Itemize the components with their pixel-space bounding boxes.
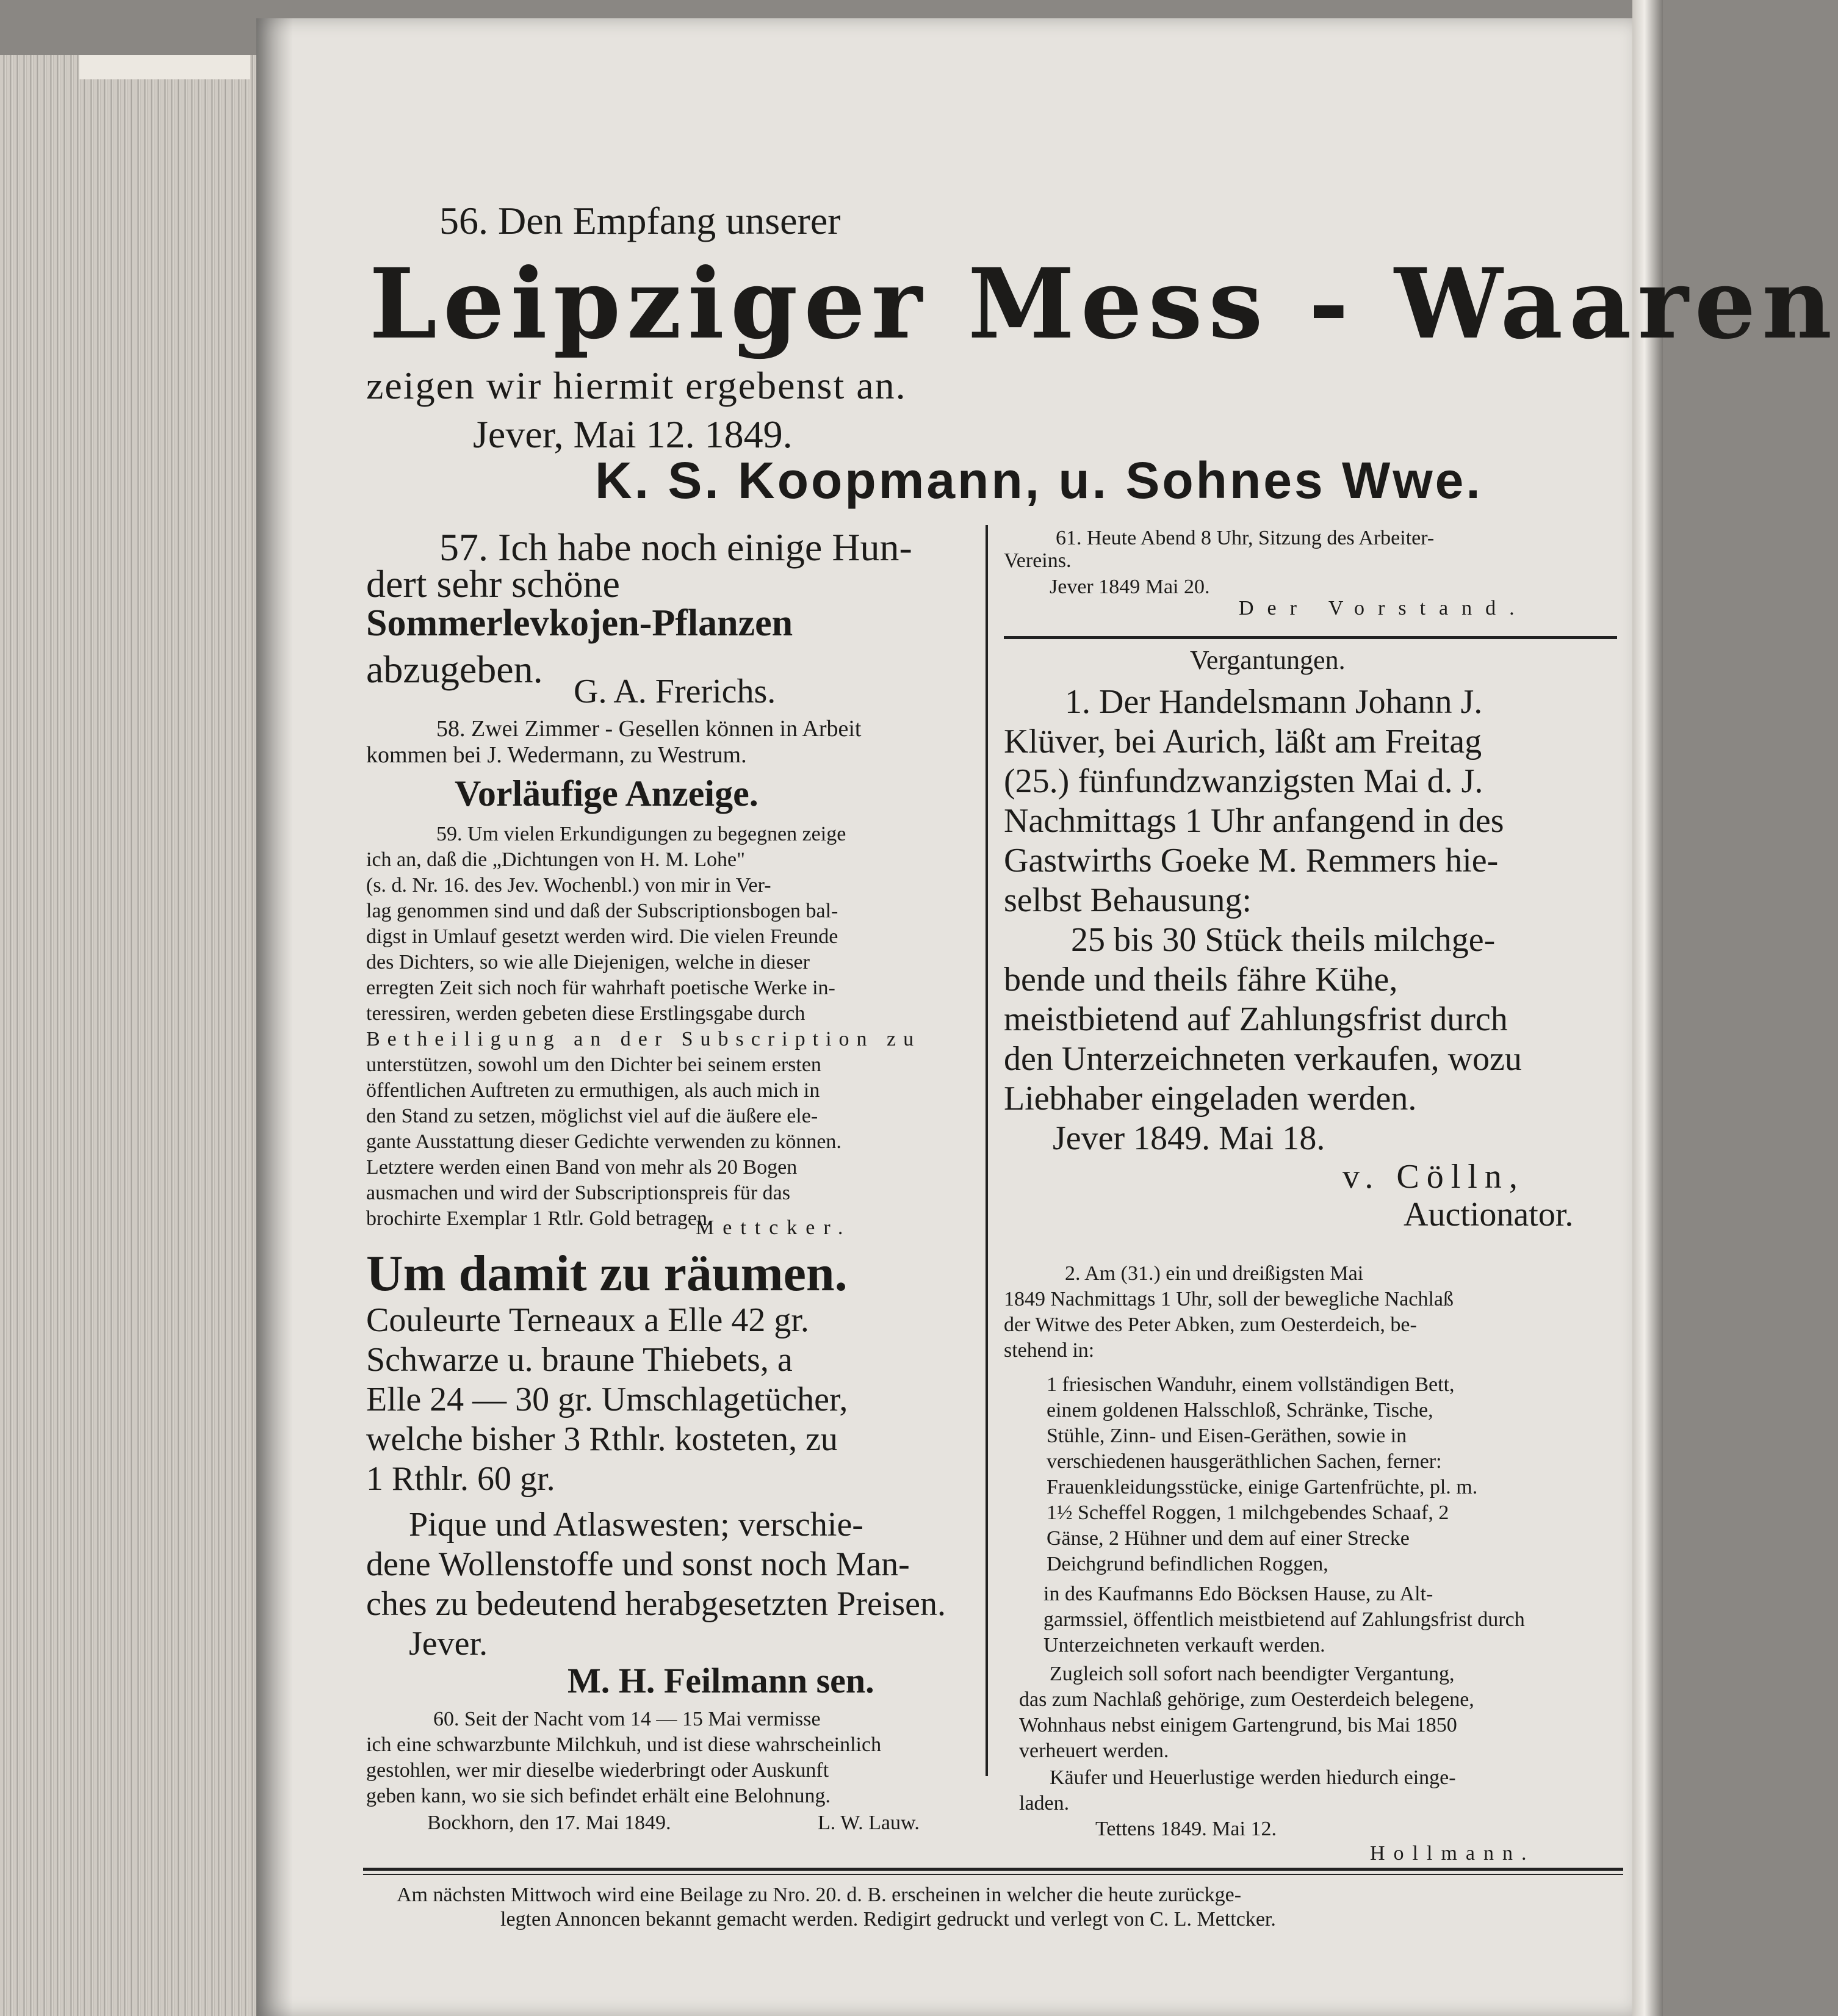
ad2-line: Zugleich soll sofort nach beendigter Vergantung, [1050, 1663, 1455, 1685]
ad59-headline: Vorläufige Anzeige. [455, 773, 759, 814]
vergantungen-title: Auctionator. [1404, 1196, 1574, 1234]
ad-raeumen-line: dene Wollenstoffe und sonst noch Man- [366, 1545, 910, 1583]
ad56-headline: Leipziger Mess - Waaren [369, 248, 1838, 361]
footer-line1: Am nächsten Mittwoch wird eine Beilage zu Nro. 20. d. B. erscheinen in welcher die heute zurückge- [397, 1884, 1242, 1906]
ad2-line: Frauenkleidungsstücke, einige Gartenfrüchte, pl. m. [1047, 1476, 1478, 1498]
ad58-line1: 58. Zwei Zimmer - Gesellen können in Arbeit [436, 716, 862, 742]
section-rule [1004, 636, 1617, 639]
ad60-line: geben kann, wo sie sich befindet erhält eine Belohnung. [366, 1785, 831, 1807]
book-page-edges [0, 55, 256, 2016]
ad2-signature: Hollmann. [1370, 1842, 1535, 1865]
ad-raeumen-headline: Um damit zu räumen. [366, 1245, 848, 1302]
vergantungen-line: 1. Der Handelsmann Johann J. [1065, 683, 1483, 721]
ad2-line: verschiedenen hausgeräthlichen Sachen, ferner: [1047, 1450, 1442, 1473]
ad59-line: Betheiligung an der Subscription zu [366, 1028, 921, 1050]
ad2-place: Tettens 1849. Mai 12. [1095, 1818, 1277, 1840]
ad2-line: Unterzeichneten verkauft werden. [1043, 1634, 1325, 1657]
ad2-line: garmssiel, öffentlich meistbietend auf Zahlungsfrist durch [1043, 1608, 1525, 1631]
vergantungen-line: Gastwirths Goeke M. Remmers hie- [1004, 842, 1499, 880]
vergantungen-line: selbst Behausung: [1004, 881, 1252, 919]
vergantungen-line: den Unterzeichneten verkaufen, wozu [1004, 1040, 1522, 1078]
ad59-line: des Dichters, so wie alle Diejenigen, welche in dieser [366, 951, 810, 974]
ad60-line: ich eine schwarzbunte Milchkuh, und ist diese wahrscheinlich [366, 1733, 882, 1756]
ad2-line: Deichgrund befindlichen Roggen, [1047, 1553, 1328, 1575]
ad59-line: öffentlichen Auftreten zu ermuthigen, als auch mich in [366, 1079, 820, 1102]
ad59-line: digst in Umlauf gesetzt werden wird. Die vielen Freunde [366, 925, 838, 948]
ad2-line: 1849 Nachmittags 1 Uhr, soll der bewegliche Nachlaß [1004, 1288, 1454, 1310]
ad-raeumen-line: Schwarze u. braune Thiebets, a [366, 1341, 793, 1379]
vergantungen-heading: Vergantungen. [1190, 645, 1346, 675]
ad2-line: in des Kaufmanns Edo Böcksen Hause, zu Alt- [1043, 1583, 1433, 1605]
ad60-signature: L. W. Lauw. [818, 1812, 920, 1834]
footer-rule-top [363, 1868, 1623, 1871]
ad60-place: Bockhorn, den 17. Mai 1849. [427, 1812, 671, 1834]
ad59-line: gante Ausstattung dieser Gedichte verwenden zu können. [366, 1130, 842, 1153]
book-top-edge [79, 55, 250, 79]
ad60-line: 60. Seit der Nacht vom 14 — 15 Mai vermisse [433, 1708, 821, 1730]
ad59-line: (s. d. Nr. 16. des Jev. Wochenbl.) von mir in Ver- [366, 874, 771, 897]
ad-raeumen-line: ches zu bedeutend herabgesetzten Preisen. [366, 1585, 946, 1623]
ad-raeumen-line: Jever. [409, 1625, 488, 1663]
ad59-line: Letztere werden einen Band von mehr als 20 Bogen [366, 1156, 798, 1179]
vergantungen-line: 25 bis 30 Stück theils milchge- [1071, 921, 1496, 959]
ad-raeumen-line: welche bisher 3 Rthlr. kosteten, zu [366, 1420, 838, 1458]
ad59-line: ausmachen und wird der Subscriptionspreis für das [366, 1182, 790, 1204]
ad59-line: erregten Zeit sich noch für wahrhaft poetische Werke in- [366, 977, 835, 999]
ad-raeumen-line: Pique und Atlaswesten; verschie- [409, 1506, 863, 1544]
ad56-firm: K. S. Koopmann, u. Sohnes Wwe. [595, 452, 1483, 509]
ad59-line: ich an, daß die „Dichtungen von H. M. Lohe" [366, 848, 745, 871]
ad59-line: teressiren, werden gebeten diese Erstlingsgabe durch [366, 1002, 805, 1025]
ad57-line3: abzugeben. [366, 648, 543, 691]
footer-line2: legten Annoncen bekannt gemacht werden. Redigirt gedruckt und verlegt von C. L. Mettcker. [500, 1908, 1276, 1931]
newspaper-page [256, 18, 1838, 2016]
ad-raeumen-line: 1 Rthlr. 60 gr. [366, 1460, 555, 1498]
footer-rule-bottom [363, 1874, 1623, 1875]
ad59-line: lag genommen sind und daß der Subscriptionsbogen bal- [366, 900, 838, 922]
ad61-line1: 61. Heute Abend 8 Uhr, Sitzung des Arbeiter- [1056, 527, 1435, 549]
ad57-line2: dert sehr schöne [366, 562, 620, 605]
ad59-line: 59. Um vielen Erkundigungen zu begegnen zeige [436, 823, 846, 845]
ad2-line: verheuert werden. [1019, 1740, 1169, 1762]
ad-raeumen-line: Couleurte Terneaux a Elle 42 gr. [366, 1301, 809, 1339]
ad2-line: der Witwe des Peter Abken, zum Oesterdeich, be- [1004, 1313, 1417, 1336]
ad61-line2: Vereins. [1004, 549, 1072, 572]
ad2-line: stehend in: [1004, 1339, 1095, 1362]
vergantungen-signature: v. Cölln, [1342, 1158, 1525, 1196]
ad-raeumen-signature: M. H. Feilmann sen. [568, 1661, 874, 1700]
ad57-line1: 57. Ich habe noch einige Hun- [439, 526, 912, 569]
ad56-intro: 56. Den Empfang unserer [439, 199, 841, 242]
ad2-line: Käufer und Heuerlustige werden hiedurch einge- [1050, 1766, 1456, 1789]
ad59-line: den Stand zu setzen, möglichst viel auf die äußere ele- [366, 1105, 818, 1127]
ad59-line: brochirte Exemplar 1 Rtlr. Gold betragen. [366, 1207, 713, 1230]
ad61-line3: Jever 1849 Mai 20. [1050, 576, 1210, 598]
ad57-headline: Sommerlevkojen-Pflanzen [366, 602, 793, 644]
vergantungen-line: Nachmittags 1 Uhr anfangend in des [1004, 802, 1504, 840]
ad2-line: Gänse, 2 Hühner und dem auf einer Strecke [1047, 1527, 1410, 1550]
ad60-line: gestohlen, wer mir dieselbe wiederbringt oder Auskunft [366, 1759, 829, 1782]
ad57-signature: G. A. Frerichs. [574, 673, 776, 710]
ad61-signature: Der Vorstand. [1239, 597, 1528, 620]
binding-shadow [256, 18, 293, 2016]
vergantungen-line: bende und theils fähre Kühe, [1004, 961, 1398, 999]
ad56-place-date: Jever, Mai 12. 1849. [473, 413, 793, 456]
ad-raeumen-line: Elle 24 — 30 gr. Umschlagetücher, [366, 1381, 848, 1418]
ad2-line: Stühle, Zinn- und Eisen-Geräthen, sowie in [1047, 1425, 1407, 1447]
ad2-line: laden. [1019, 1792, 1070, 1815]
vergantungen-line: Liebhaber eingeladen werden. [1004, 1080, 1417, 1118]
vergantungen-line: meistbietend auf Zahlungsfrist durch [1004, 1000, 1508, 1038]
vergantungen-line: Klüver, bei Aurich, läßt am Freitag [1004, 723, 1482, 761]
ad59-signature: Mettcker. [696, 1216, 852, 1239]
vergantungen-line: (25.) fünfundzwanzigsten Mai d. J. [1004, 762, 1483, 800]
ad2-line: einem goldenen Halsschloß, Schränke, Tische, [1047, 1399, 1433, 1422]
ad56-line2: zeigen wir hiermit ergebenst an. [366, 364, 907, 407]
ad58-line2: kommen bei J. Wedermann, zu Westrum. [366, 742, 747, 768]
ad2-line: Wohnhaus nebst einigem Gartengrund, bis Mai 1850 [1019, 1714, 1457, 1736]
column-divider [986, 525, 988, 1776]
ad2-line: 2. Am (31.) ein und dreißigsten Mai [1065, 1262, 1364, 1285]
ad2-line: 1½ Scheffel Roggen, 1 milchgebendes Schaaf, 2 [1047, 1501, 1449, 1524]
vergantungen-line: Jever 1849. Mai 18. [1053, 1119, 1325, 1157]
ad59-line: unterstützen, sowohl um den Dichter bei seinem ersten [366, 1053, 821, 1076]
ad2-line: 1 friesischen Wanduhr, einem vollständigen Bett, [1047, 1373, 1455, 1396]
ad2-line: das zum Nachlaß gehörige, zum Oesterdeich belegene, [1019, 1688, 1474, 1711]
